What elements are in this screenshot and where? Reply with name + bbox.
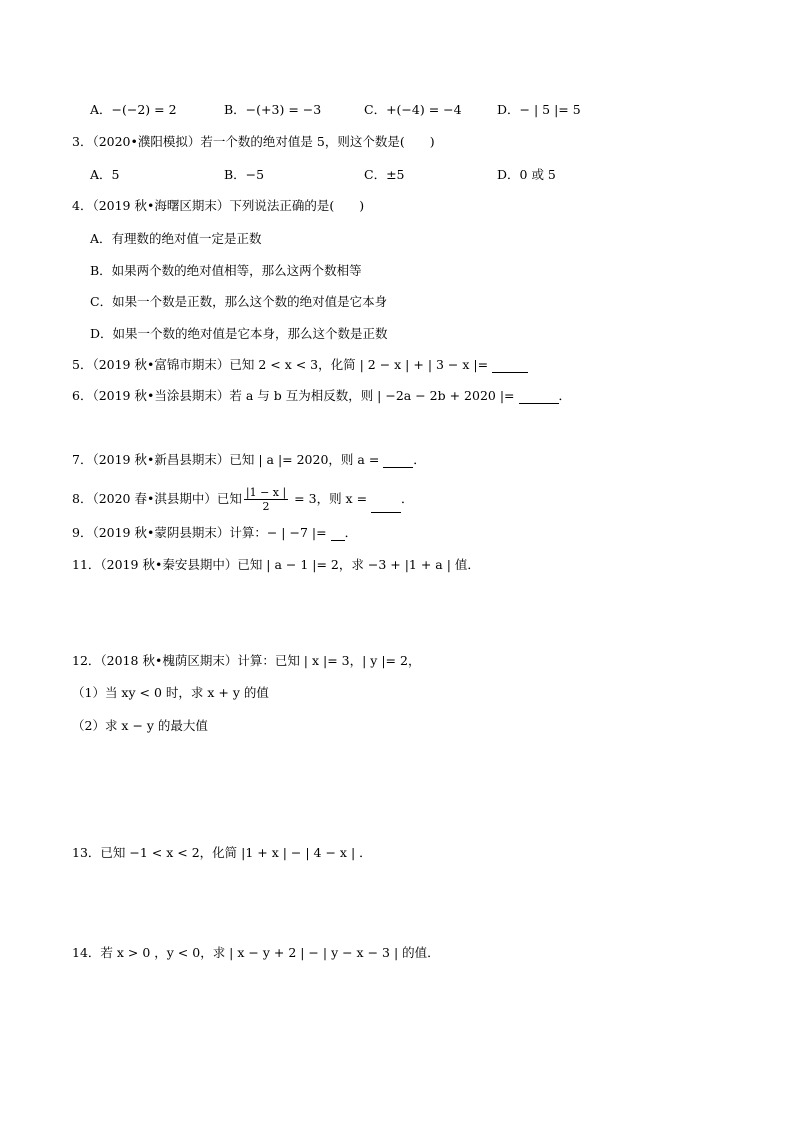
- q3-choice-c: C．±5: [364, 167, 405, 182]
- q4-stem: 4．（2019 秋•海曙区期末）下列说法正确的是( ): [72, 198, 365, 213]
- q2-choice-d: D．− | 5 |= 5: [497, 102, 581, 117]
- q13-stem: 13．已知 −1 < x < 2，化简 |1 + x | − | 4 − x | ．: [72, 845, 372, 860]
- q2-choice-b: B．−(+3) = −3: [224, 102, 322, 117]
- q9-end: ．: [344, 525, 358, 540]
- q9-line: [72, 525, 357, 541]
- q8-stem-post: = 3，则 x =: [290, 491, 372, 506]
- q3-choice-b: B．−5: [224, 167, 265, 182]
- q3-stem: 3．（2020•濮阳模拟）若一个数的绝对值是 5，则这个数是( ): [72, 134, 435, 149]
- q8-fraction-numerator: |1 − x |: [245, 486, 287, 499]
- q8-line: [72, 486, 414, 513]
- q5-line: [72, 357, 528, 373]
- q9-answer-blank[interactable]: [331, 528, 345, 541]
- q8-stem-pre: 8．（2020 春•淇县期中）已知: [72, 491, 242, 506]
- q4-choice-d: D．如果一个数的绝对值是它本身，那么这个数是正数: [90, 326, 388, 341]
- q12-part1: （1）当 xy < 0 时，求 x + y 的值: [72, 685, 269, 700]
- q7-end: ．: [413, 452, 426, 467]
- q8-answer-blank[interactable]: [371, 500, 401, 513]
- q8-fraction-denominator: 2: [262, 500, 270, 513]
- q5-stem: 5．（2019 秋•富锦市期末）已知 2 < x < 3，化简 | 2 − x | + | 3 − x |=: [72, 357, 493, 372]
- q3-choice-a: A．5: [90, 167, 120, 182]
- q12-stem: 12．（2018 秋•槐荫区期末）计算：已知 | x |= 3，| y |= 2，: [72, 653, 421, 668]
- q8-end: ．: [401, 491, 414, 506]
- q6-line: [72, 388, 571, 404]
- q6-stem: 6．（2019 秋•当涂县期末）若 a 与 b 互为相反数，则 | −2a − 2b + 2020 |=: [72, 388, 519, 403]
- q2-choice-a: A．−(−2) = 2: [90, 102, 177, 117]
- q9-stem: 9．（2019 秋•蒙阴县期末）计算：− | −7 |=: [72, 525, 331, 540]
- q8-fraction: [244, 486, 288, 513]
- q4-choice-a: A．有理数的绝对值一定是正数: [90, 231, 262, 246]
- q4-choice-b: B．如果两个数的绝对值相等，那么这两个数相等: [90, 263, 362, 278]
- q5-answer-blank[interactable]: [492, 360, 528, 373]
- q12-part2: （2）求 x − y 的最大值: [72, 718, 208, 733]
- q7-stem: 7．（2019 秋•新昌县期末）已知 | a |= 2020，则 a =: [72, 452, 384, 467]
- q6-end: ．: [558, 388, 572, 403]
- q7-line: [72, 452, 426, 468]
- q3-choice-d: D．0 或 5: [497, 167, 556, 182]
- q2-choice-c: C．+(−4) = −4: [364, 102, 462, 117]
- q6-answer-blank[interactable]: [519, 391, 559, 404]
- q14-stem: 14．若 x > 0 ，y < 0，求 | x − y + 2 | − | y − x − 3 | 的值．: [72, 945, 440, 960]
- q7-answer-blank[interactable]: [383, 455, 413, 468]
- q11-stem: 11．（2019 秋•秦安县期中）已知 | a − 1 |= 2，求 −3 + |1 + a | 值．: [72, 557, 480, 572]
- q4-choice-c: C．如果一个数是正数，那么这个数的绝对值是它本身: [90, 294, 388, 309]
